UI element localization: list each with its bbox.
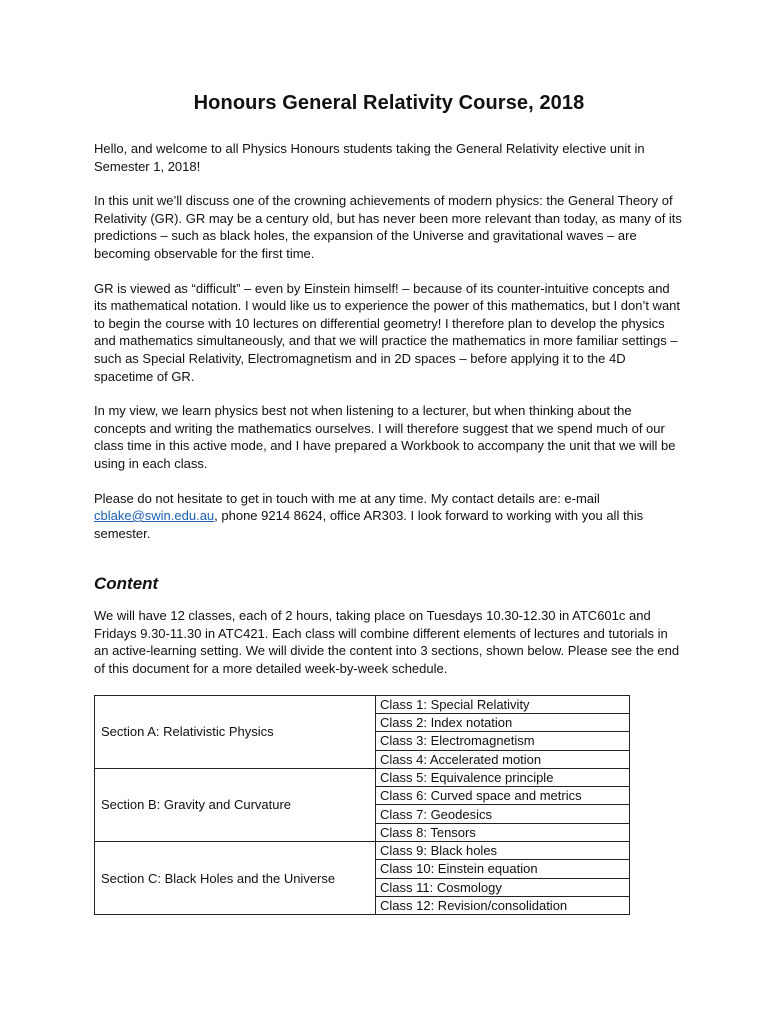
class-cell: Class 7: Geodesics (376, 805, 630, 823)
email-link[interactable]: cblake@swin.edu.au (94, 508, 215, 524)
class-cell: Class 3: Electromagnetism (376, 732, 630, 750)
document-title: Honours General Relativity Course, 2018 (193, 92, 585, 114)
content-heading: Content (94, 574, 159, 594)
class-cell: Class 9: Black holes (376, 842, 630, 860)
contact-text-after: , phone 9214 8624, office AR303. I look forward to working with you all this semester. (94, 508, 644, 541)
class-cell: Class 8: Tensors (376, 823, 630, 841)
schedule-table (94, 695, 630, 916)
document-page (94, 88, 684, 915)
content-intro-paragraph: We will have 12 classes, each of 2 hours, taking place on Tuesdays 10.30-12.30 in ATC601c and Fridays 9.30-11.30 in ATC421. Each class will combine different elements of lectures and tutorials in an active-learning setting. We will divide the content into 3 sections, shown below. Please see the end of this document for a more detailed week-by-week schedule. (94, 608, 680, 677)
class-cell: Class 2: Index notation (376, 713, 630, 731)
contact-text-before: Please do not hesitate to get in touch with me at any time. My contact details are: e-mail (94, 490, 600, 506)
table-row (95, 842, 630, 860)
section-c-cell: Section C: Black Holes and the Universe (95, 842, 376, 915)
section-b-cell: Section B: Gravity and Curvature (95, 768, 376, 841)
contact-paragraph (94, 490, 684, 543)
intro-paragraph: In this unit we’ll discuss one of the crowning achievements of modern physics: the General Theory of Relativity (GR). GR may be a century old, but has never been more relevant than today, as many of its predictions – such as black holes, the expansion of the Universe and gravitational waves – are becoming observable for the first time. (94, 193, 682, 261)
class-cell: Class 5: Equivalence principle (376, 768, 630, 786)
table-row (95, 695, 630, 713)
class-cell: Class 10: Einstein equation (376, 860, 630, 878)
table-row (95, 768, 630, 786)
class-cell: Class 4: Accelerated motion (376, 750, 630, 768)
class-cell: Class 12: Revision/consolidation (376, 896, 630, 914)
difficulty-paragraph: GR is viewed as “difficult” – even by Einstein himself! – because of its counter-intuitive concepts and its mathematical notation. I would like us to experience the power of this mathematics, but I don’t want to begin the course with 10 lectures on differential geometry! I therefore plan to develop the physics and mathematics simultaneously, and that we will practice the mathematics in more familiar settings – such as Special Relativity, Electromagnetism and in 2D spaces – before applying it to the 4D spacetime of GR. (94, 280, 681, 384)
class-cell: Class 6: Curved space and metrics (376, 787, 630, 805)
welcome-paragraph: Hello, and welcome to all Physics Honours students taking the General Relativity elective unit in Semester 1, 2018! (94, 141, 645, 174)
active-learning-paragraph: In my view, we learn physics best not when listening to a lecturer, but when thinking about the concepts and writing the mathematics ourselves. I will therefore suggest that we spend much of our class time in this active mode, and I have prepared a Workbook to accompany the unit that we will be using in each class. (94, 403, 676, 471)
class-cell: Class 11: Cosmology (376, 878, 630, 896)
class-cell: Class 1: Special Relativity (376, 695, 630, 713)
section-a-cell: Section A: Relativistic Physics (95, 695, 376, 768)
